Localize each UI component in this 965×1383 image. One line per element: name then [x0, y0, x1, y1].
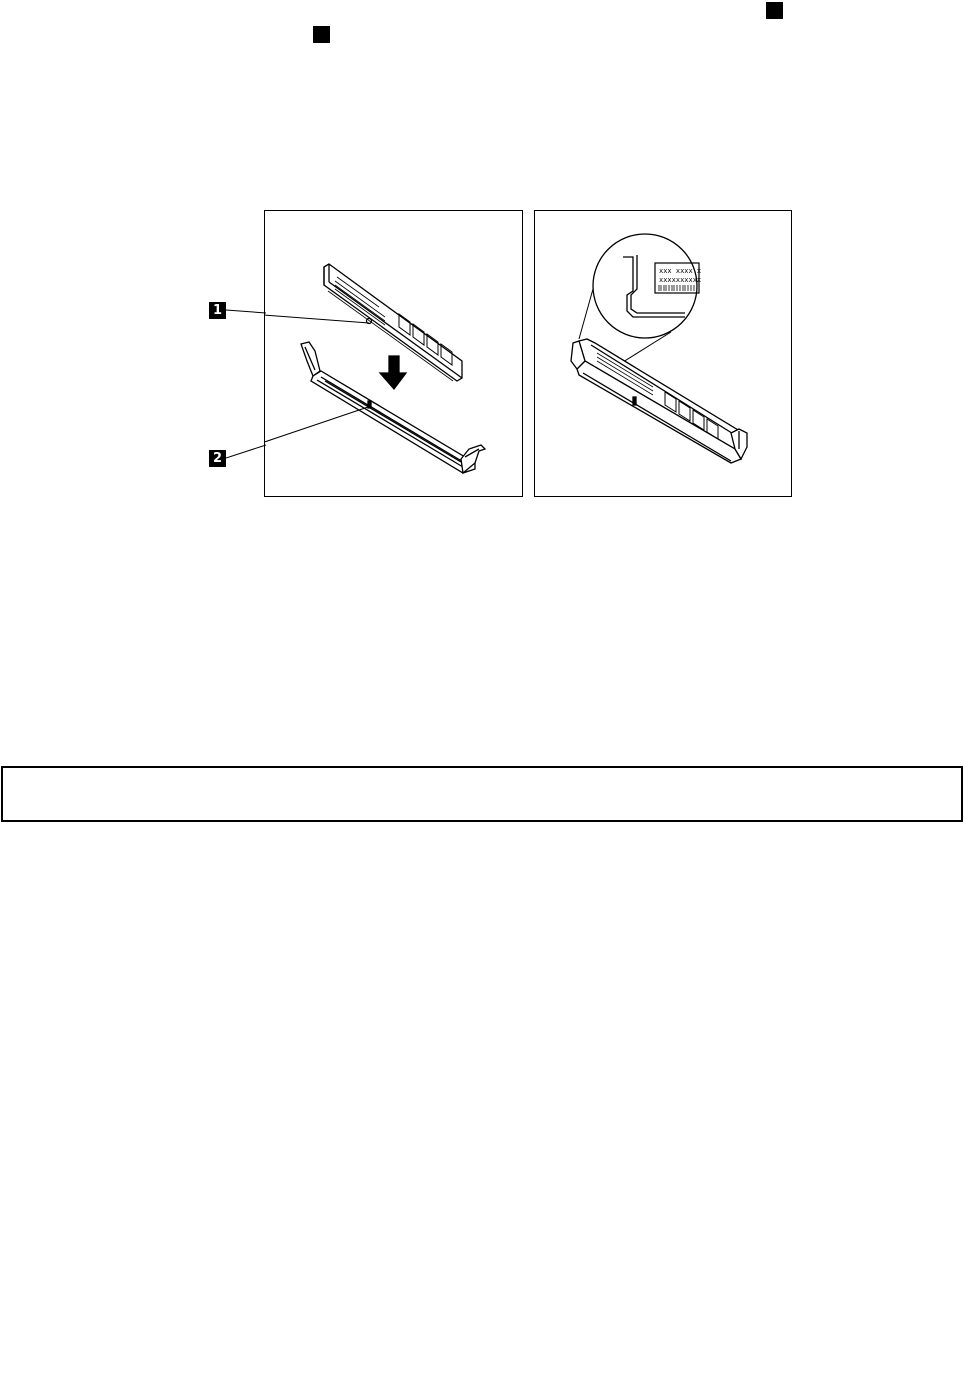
callout-marker-top-left — [313, 26, 330, 43]
memory-module-seated-illustration — [535, 211, 791, 496]
callout-badge-1: 1 — [209, 302, 226, 319]
insert-direction-arrow — [380, 356, 406, 389]
figure-panel-seated-module — [534, 210, 792, 497]
leader-lines-outside — [226, 290, 286, 590]
inset-label-line2: xxxxxxxxxx — [659, 276, 702, 284]
figure-panel-insert-module — [264, 210, 523, 497]
callout-marker-top-right — [766, 2, 783, 19]
memory-module-insert-illustration — [265, 211, 522, 496]
callout-badge-2: 2 — [209, 450, 226, 467]
inset-label-line1: xxx xxxx x — [659, 267, 702, 275]
note-box — [1, 766, 963, 822]
seated-module-drawing — [571, 339, 747, 463]
magnified-inset — [593, 234, 701, 338]
